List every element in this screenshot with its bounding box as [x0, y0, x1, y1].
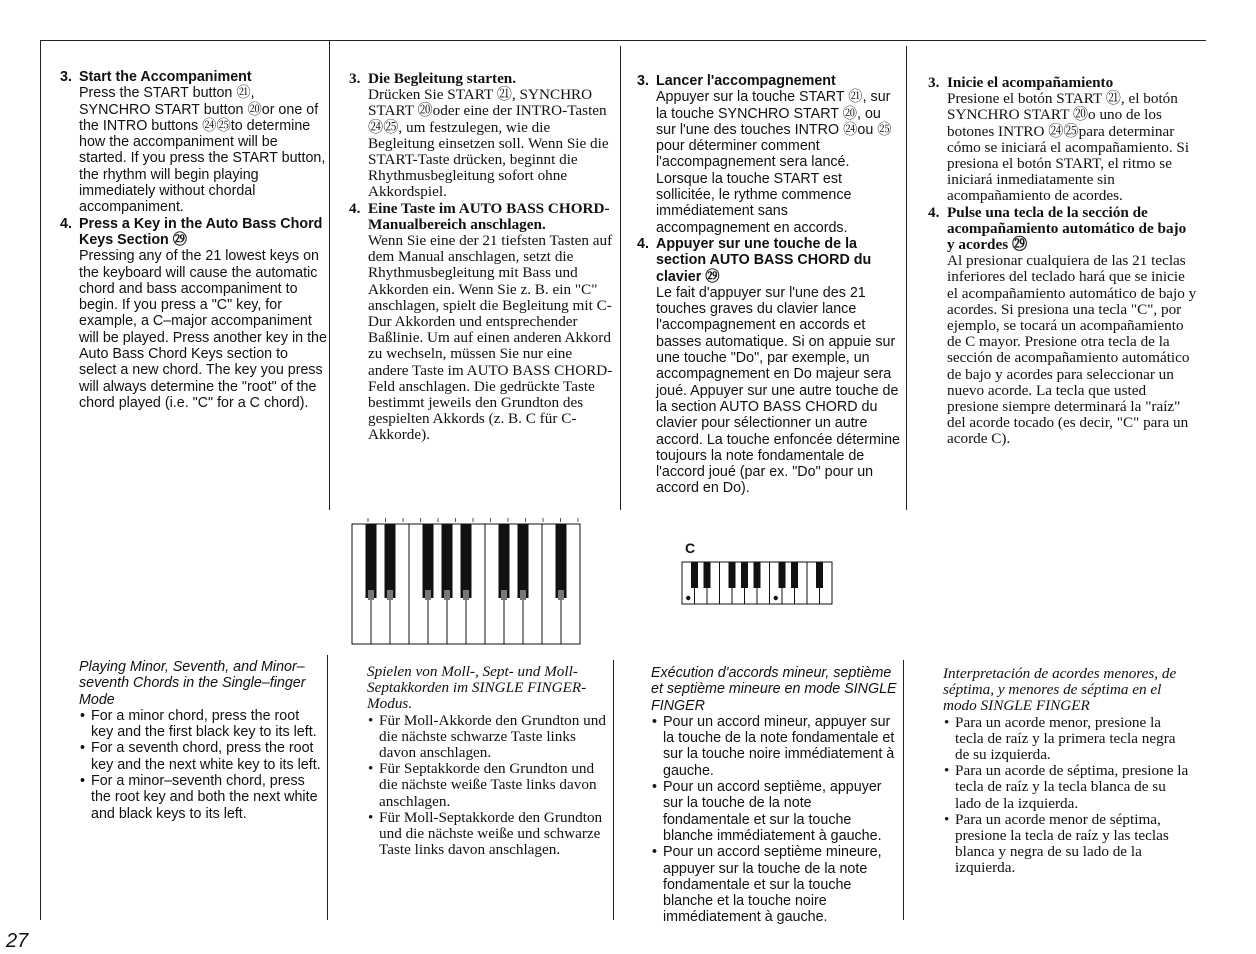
step-3 — [925, 75, 1197, 205]
single-finger-english — [79, 659, 323, 822]
step-title: Eine Taste im AUTO BASS CHORD-Manualbereich anschlagen. — [368, 199, 610, 233]
step-number: 4. — [637, 235, 649, 252]
page-number: 27 — [6, 930, 29, 952]
list-item: • For a seventh chord, press the root key and the next white key to its left. — [79, 740, 323, 773]
step-3 — [57, 69, 327, 216]
step-number: 3. — [349, 70, 361, 87]
black-key — [754, 562, 761, 588]
single-finger-spanish — [943, 666, 1193, 877]
pressed-key-dot — [686, 596, 690, 600]
black-key — [741, 562, 748, 588]
list-item: • Für Septakkorde den Grundton und die nächste weiße Taste links davon anschlagen. — [367, 761, 609, 810]
step-4 — [346, 201, 616, 444]
section-intro: Interpretación de acordes menores, de séptima, y menores de séptima en el modo SINGLE FINGER — [943, 665, 1177, 715]
list-item: • For a minor–seventh chord, press the root key and both the next white and black keys to its left. — [79, 773, 323, 822]
key-shade — [558, 590, 564, 600]
black-key — [499, 524, 510, 598]
key-shade — [368, 590, 374, 600]
list-item: • Für Moll-Akkorde den Grundton und die nächste schwarze Taste links davon anschlagen. — [367, 713, 609, 762]
single-finger-french — [651, 665, 901, 926]
black-key — [791, 562, 798, 588]
black-key — [442, 524, 453, 598]
pressed-key-dot — [774, 596, 778, 600]
step-3 — [634, 73, 902, 236]
step-body: Wenn Sie eine der 21 tiefsten Tasten auf dem Manual anschlagen, setzt die Rhythmusbegleitung mit Bass und Akkorden ein. Wenn Sie z. B. ein "C" anschlagen, spielt die Begleitung mit C-Dur Akkorden und entsprechender Baßlinie. Um auf einen anderen Akkord zu wechseln, müssen Sie nur eine andere Taste im AUTO BASS CHORD-Feld anschlagen. Die gedrückte Taste bestimmt jeweils den Grundton des gespielten Akkords (z. B. C für C-Akkorde). — [368, 232, 613, 444]
list-item: • Für Moll-Septakkorde den Grundton und die nächste weiße und schwarze Taste links davon anschlagen. — [367, 810, 609, 859]
list-item: • For a minor chord, press the root key and the first black key to its left. — [79, 708, 323, 741]
column-english — [57, 69, 327, 411]
column-divider — [329, 40, 330, 510]
keyboard-diagram-root-label: C — [685, 540, 696, 556]
section-intro: Spielen von Moll-, Sept- und Moll-Septakkorden im SINGLE FINGER-Modus. — [367, 663, 587, 713]
frame-rule — [40, 40, 1206, 41]
black-key — [691, 562, 698, 588]
column-divider — [40, 40, 41, 920]
step-4 — [634, 236, 902, 497]
black-key — [461, 524, 472, 598]
step-body: Al presionar cualquiera de las 21 teclas inferiores del teclado hará que se inicie el acompañamiento automático de bajo y acordes. Si presiona una tecla "C", por ejemplo, se tocará un acompañamiento de C mayor. Presione otra tecla de la sección de acompañamiento automático de bajo y acordes para seleccionar un nuevo acorde. La tecla que usted presione siempre determinará la "raíz" del acorde tocado (es decir, "C" para un acorde C). — [947, 252, 1197, 448]
list-item: • Para un acorde menor, presione la tecla de raíz y la primera tecla negra de su izquierda. — [943, 715, 1193, 764]
step-number: 3. — [60, 69, 72, 85]
step-3 — [346, 71, 616, 201]
step-body: Presione el botón START ㉑, el botón SYNCHRO START ⑳o uno de los botones INTRO ㉔㉕para determinar cómo se iniciará el acompañamiento. Si presiona el botón START, el ritmo se iniciará inmediatamente sin acompañamiento de acordes. — [947, 90, 1190, 205]
key-shade — [501, 590, 507, 600]
column-divider — [903, 660, 904, 920]
keyboard-diagram-c-chord — [680, 560, 840, 606]
step-title: Start the Accompaniment — [79, 69, 252, 85]
step-number: 3. — [928, 74, 940, 91]
black-key — [704, 562, 711, 588]
black-key — [729, 562, 736, 588]
step-title: Pulse una tecla de la sección de acompañamiento automático de bajo y acordes ㉙ — [947, 203, 1187, 254]
step-4 — [57, 216, 327, 412]
column-spanish — [925, 75, 1197, 448]
step-number: 4. — [349, 199, 361, 217]
step-title: Inicie el acompañamiento — [947, 74, 1114, 91]
list-item: • Pour un accord septième, appuyer sur la touche de la note fondamentale et sur la touche blanche immédiatement à gauche. — [651, 779, 901, 844]
black-key — [816, 562, 823, 588]
step-4 — [925, 205, 1197, 448]
list-item: • Pour un accord septième mineure, appuyer sur la touche de la note fondamentale et sur la touche blanche et la touche noire immédiatement à gauche. — [651, 844, 901, 925]
keyboard-diagram-21-keys — [350, 516, 590, 648]
step-body: Press the START button ㉑, SYNCHRO START button ⑳or one of the INTRO buttons ㉔㉕to determine how the accompaniment will be started. If you press the START button, the rhythm will begin playing immediately without chordal accompaniment. — [79, 85, 326, 216]
step-body: Appuyer sur la touche START ㉑, sur la touche SYNCHRO START ⑳, ou sur l'une des touches INTRO ㉔ou ㉕ pour déterminer comment l'accompagnement sera lancé. Lorsque la touche START est sollicitée, le rythme commence immédiatement sans accompagnement en accords. — [656, 89, 892, 236]
step-body: Le fait d'appuyer sur l'une des 21 touches graves du clavier lance l'accompagnement en accords et basses automatique. Si on appuie sur une touche "Do", par exemple, un accompagnement en Do majeur sera joué. Appuyer sur une autre touche de la section AUTO BASS CHORD du clavier pour sélectionner un autre accord. La touche enfoncée détermine toujours la note fondamentale de l'accord joué (par ex. "Do" pour un accord en Do). — [656, 284, 901, 497]
key-shade — [520, 590, 526, 600]
list-item: • Pour un accord mineur, appuyer sur la touche de la note fondamentale et sur la touche noire immédiatement à gauche. — [651, 714, 901, 779]
black-key — [366, 524, 377, 598]
step-body: Pressing any of the 21 lowest keys on the keyboard will cause the automatic chord and bass accompaniment to begin. If you press a "C" key, for example, a C–major accompaniment will be played. Press another key in the Auto Bass Chord Keys section to select a new chord. The key you press will always determine the "root" of the chord played (i.e. "C" for a C chord). — [79, 248, 327, 411]
list-item: • Para un acorde de séptima, presione la tecla de raíz y la tecla blanca de su lado de la izquierda. — [943, 763, 1193, 812]
column-divider — [613, 660, 614, 920]
step-body: Drücken Sie START ㉑, SYNCHRO START ⑳oder eine der INTRO-Tasten ㉔㉕, um festzulegen, wie die Begleitung einsetzen soll. Wenn Sie die START-Taste drücken, beginnt die Rhythmusbegleitung sofort ohne Akkordspiel. — [368, 86, 609, 201]
step-number: 3. — [637, 73, 649, 89]
key-shade — [463, 590, 469, 600]
step-title: Lancer l'accompagnement — [656, 73, 836, 89]
key-shade — [387, 590, 393, 600]
column-french — [634, 73, 902, 497]
single-finger-german — [367, 664, 609, 858]
black-key — [518, 524, 529, 598]
step-title: Press a Key in the Auto Bass Chord Keys Section ㉙ — [79, 215, 323, 248]
column-divider — [906, 46, 907, 510]
section-intro: Exécution d'accords mineur, septième et septième mineure en mode SINGLE FINGER — [651, 665, 897, 714]
black-key — [385, 524, 396, 598]
column-divider — [327, 655, 328, 920]
black-key — [423, 524, 434, 598]
step-number: 4. — [928, 203, 940, 221]
section-intro: Playing Minor, Seventh, and Minor–seventh Chords in the Single–finger Mode — [79, 659, 306, 708]
step-title: Die Begleitung starten. — [368, 70, 517, 87]
column-german — [346, 71, 616, 444]
step-number: 4. — [60, 215, 72, 232]
black-key — [556, 524, 567, 598]
black-key — [779, 562, 786, 588]
column-divider — [620, 46, 621, 510]
key-shade — [425, 590, 431, 600]
key-shade — [444, 590, 450, 600]
list-item: • Para un acorde menor de séptima, presione la tecla de raíz y las teclas blanca y negra de su lado de la izquierda. — [943, 812, 1193, 877]
step-title: Appuyer sur une touche de la section AUTO BASS CHORD du clavier ㉙ — [656, 235, 872, 285]
